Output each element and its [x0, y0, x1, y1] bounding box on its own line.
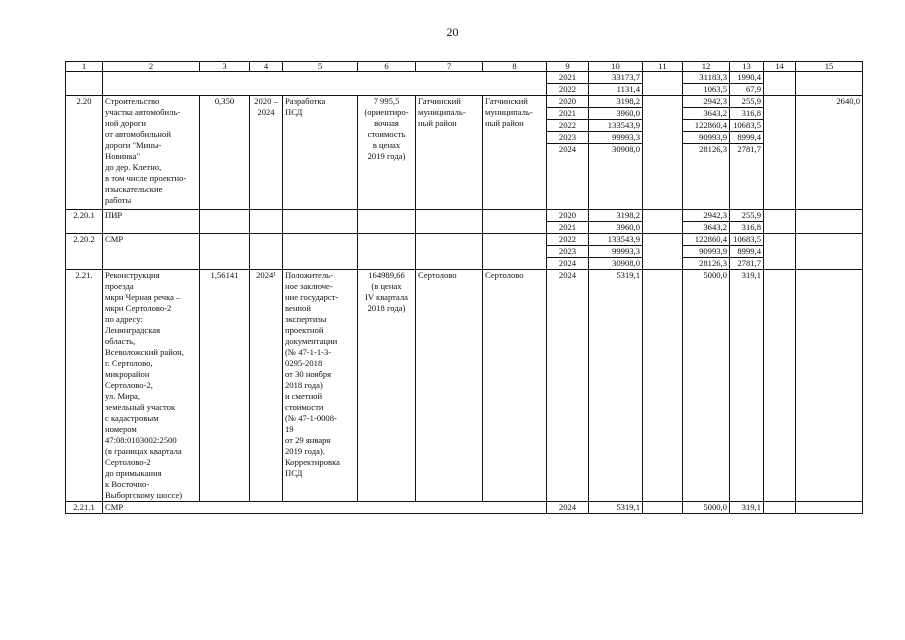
empty-cell	[66, 72, 103, 96]
empty-cell	[764, 502, 796, 514]
table-row	[66, 234, 863, 246]
empty-cell	[796, 72, 863, 96]
object-name: СМР	[103, 502, 547, 514]
empty-cell	[643, 234, 683, 270]
regional-budget-cell: 3643,2	[683, 108, 730, 120]
local-budget-cell: 316,8	[730, 222, 764, 234]
empty-cell	[796, 234, 863, 270]
stage-cell: Положитель- ное заключе- ние государст- венной экспертизы проектной документации (№ 47-1-1-3- 0295-2018 от 30 ноября 2018 года) и сметной стоимости (№ 47-1-0008- 19 от 29 января 2019 года). Корректировка ПСД	[283, 270, 358, 502]
object-name: Реконструкция проезда мкрн Черная речка – мкрн Сертолово-2 по адресу: Ленинградская область, Всеволожский район, г. Сертолово, микрорайон Сертолово-2, ул. Мира, земельный участок с кадастровым номером 47:08:0103002:2500 (в границах квартала Сертолово-2 до примыкания к Восточно- Выборгскому шоссе)	[103, 270, 200, 502]
object-name: Строительство участка автомобиль- ной дороги от автомобильной дороги "Мины- Новинка" до дер. Клетно, в том числе проектно- изыскательские работы	[103, 96, 200, 210]
item-number: 2.20.2	[66, 234, 103, 270]
regional-budget-cell: 122860,4	[683, 120, 730, 132]
length-cell: 0,350	[200, 96, 250, 210]
object-name: СМР	[103, 234, 200, 270]
year-cell: 2023	[547, 246, 589, 258]
local-budget-cell: 319,1	[730, 270, 764, 502]
local-budget-cell: 8999,4	[730, 132, 764, 144]
length-cell: 1,56141	[200, 270, 250, 502]
stage-cell: Разработка ПСД	[283, 96, 358, 210]
period-cell: 2020 – 2024	[250, 96, 283, 210]
regional-budget-cell: 122860,4	[683, 234, 730, 246]
regional-budget-cell: 5000,0	[683, 270, 730, 502]
customer-cell: Сертолово	[416, 270, 483, 502]
item-number: 2.21.1	[66, 502, 103, 514]
empty-cell	[250, 210, 283, 234]
header-cell: 2	[103, 62, 200, 72]
header-cell: 3	[200, 62, 250, 72]
empty-cell	[643, 502, 683, 514]
total-cell: 133543,9	[589, 234, 643, 246]
empty-cell	[416, 210, 483, 234]
year-cell: 2022	[547, 84, 589, 96]
local-budget-cell: 10683,5	[730, 234, 764, 246]
empty-cell	[643, 72, 683, 96]
total-cell: 133543,9	[589, 120, 643, 132]
total-cell: 5319,1	[589, 502, 643, 514]
empty-cell	[200, 234, 250, 270]
empty-cell	[416, 234, 483, 270]
total-cell: 30908,0	[589, 258, 643, 270]
empty-cell	[283, 234, 358, 270]
header-cell: 8	[483, 62, 547, 72]
year-cell: 2021	[547, 222, 589, 234]
header-cell: 10	[589, 62, 643, 72]
budget-table	[65, 61, 863, 514]
year-cell: 2022	[547, 234, 589, 246]
year-cell: 2022	[547, 120, 589, 132]
header-cell: 5	[283, 62, 358, 72]
item-number: 2.20.1	[66, 210, 103, 234]
table-row	[66, 210, 863, 222]
regional-budget-cell: 31183,3	[683, 72, 730, 84]
local-budget-cell: 255,9	[730, 210, 764, 222]
year-cell: 2023	[547, 132, 589, 144]
total-cell: 3198,2	[589, 96, 643, 108]
header-cell: 13	[730, 62, 764, 72]
empty-cell	[358, 210, 416, 234]
period-cell: 2024¹	[250, 270, 283, 502]
year-cell: 2024	[547, 258, 589, 270]
header-row	[66, 62, 863, 72]
local-budget-cell: 316,8	[730, 108, 764, 120]
total-cell: 1131,4	[589, 84, 643, 96]
header-cell: 14	[764, 62, 796, 72]
empty-cell	[643, 96, 683, 210]
empty-cell	[358, 234, 416, 270]
header-cell: 1	[66, 62, 103, 72]
empty-cell	[796, 270, 863, 502]
empty-cell	[250, 234, 283, 270]
total-cell: 5319,1	[589, 270, 643, 502]
year-cell: 2024	[547, 144, 589, 210]
total-cell: 33173,7	[589, 72, 643, 84]
empty-cell	[764, 72, 796, 96]
local-budget-cell: 67,9	[730, 84, 764, 96]
extra-funding-cell: 2640,0	[796, 96, 863, 210]
local-budget-cell: 319,1	[730, 502, 764, 514]
total-cell: 99993,3	[589, 132, 643, 144]
regional-budget-cell: 2942,3	[683, 96, 730, 108]
header-cell: 4	[250, 62, 283, 72]
year-cell: 2021	[547, 108, 589, 120]
object-name: ПИР	[103, 210, 200, 234]
empty-cell	[796, 502, 863, 514]
regional-budget-cell: 3643,2	[683, 222, 730, 234]
table-row	[66, 72, 863, 84]
empty-cell	[200, 210, 250, 234]
location-cell: Гатчинский муниципаль- ный район	[483, 96, 547, 210]
total-cell: 99993,3	[589, 246, 643, 258]
regional-budget-cell: 90993,9	[683, 246, 730, 258]
empty-cell	[103, 72, 547, 96]
year-cell: 2024	[547, 502, 589, 514]
header-cell: 6	[358, 62, 416, 72]
page-number: 20	[446, 25, 459, 39]
local-budget-cell: 10683,5	[730, 120, 764, 132]
empty-cell	[643, 210, 683, 234]
year-cell: 2020	[547, 210, 589, 222]
regional-budget-cell: 2942,3	[683, 210, 730, 222]
cost-cell: 164989,66 (в ценах IV квартала 2018 года)	[358, 270, 416, 502]
empty-cell	[643, 270, 683, 502]
header-cell: 7	[416, 62, 483, 72]
year-cell: 2021	[547, 72, 589, 84]
total-cell: 3198,2	[589, 210, 643, 222]
local-budget-cell: 1990,4	[730, 72, 764, 84]
empty-cell	[483, 234, 547, 270]
empty-cell	[283, 210, 358, 234]
empty-cell	[764, 234, 796, 270]
header-cell: 12	[683, 62, 730, 72]
total-cell: 3960,0	[589, 108, 643, 120]
item-number: 2.21.	[66, 270, 103, 502]
empty-cell	[764, 270, 796, 502]
header-cell: 15	[796, 62, 863, 72]
empty-cell	[764, 96, 796, 210]
table-row	[66, 502, 863, 514]
local-budget-cell: 2781,7	[730, 144, 764, 210]
year-cell: 2024	[547, 270, 589, 502]
total-cell: 30908,0	[589, 144, 643, 210]
regional-budget-cell: 28126,3	[683, 258, 730, 270]
item-number: 2.20	[66, 96, 103, 210]
year-cell: 2020	[547, 96, 589, 108]
header-cell: 11	[643, 62, 683, 72]
customer-cell: Гатчинский муниципаль- ный район	[416, 96, 483, 210]
local-budget-cell: 255,9	[730, 96, 764, 108]
cost-cell: 7 995,5 (ориентиро- вочная стоимость в ценах 2019 года)	[358, 96, 416, 210]
regional-budget-cell: 1063,5	[683, 84, 730, 96]
regional-budget-cell: 28126,3	[683, 144, 730, 210]
regional-budget-cell: 5000,0	[683, 502, 730, 514]
empty-cell	[796, 210, 863, 234]
header-cell: 9	[547, 62, 589, 72]
table-row	[66, 96, 863, 108]
empty-cell	[483, 210, 547, 234]
total-cell: 3960,0	[589, 222, 643, 234]
local-budget-cell: 2781,7	[730, 258, 764, 270]
empty-cell	[764, 210, 796, 234]
local-budget-cell: 8999,4	[730, 246, 764, 258]
table-row	[66, 270, 863, 502]
location-cell: Сертолово	[483, 270, 547, 502]
regional-budget-cell: 90993,9	[683, 132, 730, 144]
